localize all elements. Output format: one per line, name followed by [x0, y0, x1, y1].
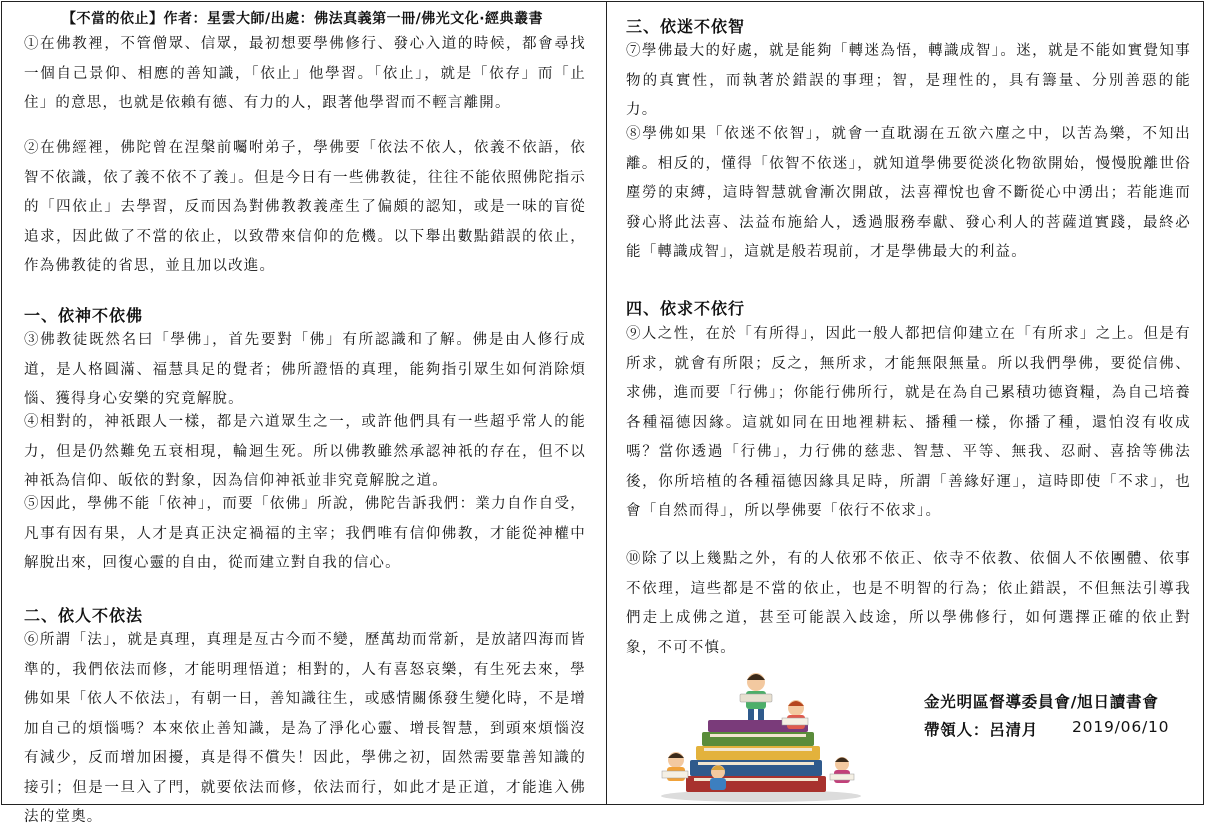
paragraph-2: ②在佛經裡，佛陀曾在涅槃前囑咐弟子，學佛要「依法不依人，依義不依語，依智不依識，依了義不依不了義」。但是今日有一些佛教徒，往往不能依照佛陀指示的「四依止」去學習，反而因為對佛教教義產生了偏頗的認知，或是一味的盲從追求，因此做了不當的依止，以致帶來信仰的危機。以下舉出數點錯誤的依止，作為佛教徒的省思，並且加以改進。 [24, 140, 586, 274]
paragraph-10: ⑩除了以上幾點之外，有的人依邪不依正、依寺不依教、依個人不依團體、依事不依理，這些都是不當的依止，也是不明智的行為；依止錯誤，不但無法引導我們走上成佛之道，甚至可能誤入歧途，所以學佛修行，如何選擇正確的依止對象，不可不慎。 [626, 551, 1191, 656]
paragraph-7: ⑦學佛最大的好處，就是能夠「轉迷為悟，轉識成智」。迷，就是不能如實覺知事物的真實性，而執著於錯誤的事理；智，是理性的，具有籌量、分別善惡的能力。 [626, 43, 1191, 118]
paragraph-1: ①在佛教裡，不管僧眾、信眾，最初想要學佛修行、發心入道的時候，都會尋找一個自己景仰、相應的善知識，「依止」他學習。「依止」，就是「依存」而「止住」的意思，也就是依賴有德、有力的人，跟著他學習而不輕言離開。 [24, 36, 586, 111]
paragraph-3: ③佛教徒既然名曰「學佛」，首先要對「佛」有所認識和了解。佛是由人修行成道，是人格圓滿、福慧具足的覺者；佛所證悟的真理，能夠指引眾生如何消除煩惱、獲得身心安樂的究竟解脫。 [24, 332, 586, 407]
paragraph-8: ⑧學佛如果「依迷不依智」，就會一直耽溺在五欲六塵之中，以苦為樂，不知出離。相反的，懂得「依智不依迷」，就知道學佛要從淡化物欲開始，慢慢脫離世俗塵勞的束縛，這時智慧就會漸次開啟，法喜禪悅也會不斷從心中湧出；若能進而發心將此法喜、法益布施給人，透過服務奉獻、發心利人的菩薩道實踐，最終必能「轉識成智」，這就是般若現前，才是學佛最大的利益。 [626, 126, 1191, 260]
signature-date: 2019/06/10 [1072, 718, 1170, 736]
signature-leader: 帶領人：呂清月 [924, 721, 1039, 739]
paragraph-5: ⑤因此，學佛不能「依神」，而要「依佛」所說，佛陀告訴我們：業力自作自受，凡事有因有果，人才是真正決定禍福的主宰；我們唯有信仰佛教，才能從神權中解脫出來，回復心靈的自由，從而建立對自我的信心。 [24, 496, 586, 571]
section-2-title: 二、依人不依法 [24, 606, 144, 625]
signature-org: 金光明區督導委員會/旭日讀書會 [924, 693, 1159, 711]
section-1-title: 一、依神不依佛 [24, 306, 144, 325]
left-column [2, 2, 607, 825]
books-reading-illustration [646, 668, 876, 804]
paragraph-4: ④相對的，神祇跟人一樣，都是六道眾生之一，或許他們具有一些超乎常人的能力，但是仍然難免五衰相現，輪迴生死。所以佛教雖然承認神祇的存在，但不以神祇為信仰、皈依的對象，因為信仰神祇並非究竟解脫之道。 [24, 414, 586, 489]
document-frame [1, 1, 1204, 825]
paragraph-6: ⑥所謂「法」，就是真理，真理是亙古今而不變，歷萬劫而常新，是放諸四海而皆準的，我們依法而修，才能明理悟道；相對的，人有喜怒哀樂，有生死去來，學佛如果「依人不依法」，有朝一日，善知識往生，或感情關係發生變化時，不是增加自己的煩惱嗎？本來依止善知識，是為了淨化心靈、增長智慧，到頭來煩惱沒有減少，反而增加困擾，真是得不償失！因此，學佛之初，固然需要靠善知識的接引；但是一旦入了門，就要依法而修，依法而行，如此才是正道，才能進入佛法的堂奧。 [24, 632, 586, 825]
article-header: 【不當的依止】作者：星雲大師/出處：佛法真義第一冊/佛光文化·經典叢書 [62, 11, 544, 27]
paragraph-9: ⑨人之性，在於「有所得」，因此一般人都把信仰建立在「有所求」之上。但是有所求，就會有所限；反之，無所求，才能無限無量。所以我們學佛，要從信佛、求佛，進而要「行佛」；你能行佛所行，就是在為自己累積功德資糧，為自己培養各種福德因緣。這就如同在田地裡耕耘、播種一樣，你播了種，還怕沒有收成嗎？當你透過「行佛」，力行佛的慈悲、智慧、平等、無我、忍耐、喜捨等佛法後，你所培植的各種福德因緣具足時，所謂「善緣好運」，這時即使「不求」，也會「自然而得」，所以學佛要「依行不依求」。 [626, 326, 1191, 519]
section-4-title: 四、依求不依行 [626, 299, 746, 318]
right-column [606, 2, 1203, 804]
section-3-title: 三、依迷不依智 [626, 17, 746, 36]
